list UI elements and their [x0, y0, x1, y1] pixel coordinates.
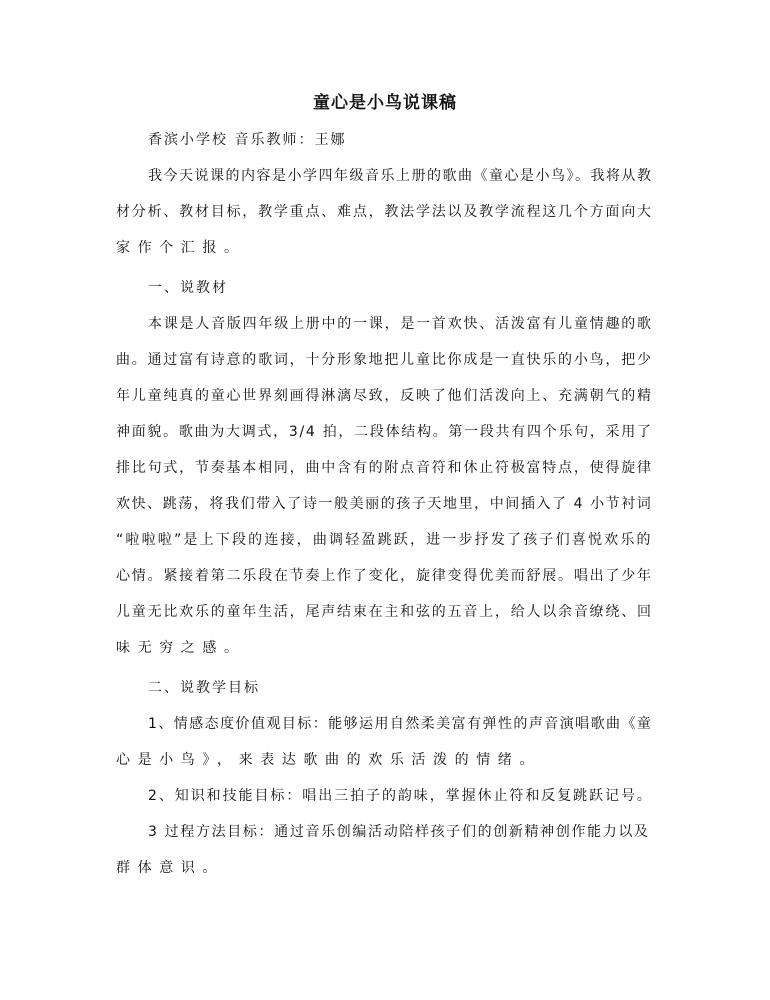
text-line: 我今天说课的内容是小学四年级音乐上册的歌曲《童心是小鸟》。我将从教: [148, 168, 653, 184]
text-line: 材分析、教材目标，教学重点、难点，教法学法以及教学流程这几个方面向大: [116, 204, 653, 220]
document-title: 童心是小鸟说课稿: [313, 93, 457, 113]
text-line: 心是小鸟》，来表达歌曲的欢乐活泼的情绪。: [116, 752, 541, 768]
text-line: 3 过程方法目标：通过音乐创编活动陪样孩子们的创新精神创作能力以及: [148, 824, 650, 840]
text-line: 心情。紧接着第二乐段在节奏上作了变化，旋律变得优美而舒展。唱出了少年: [116, 568, 653, 584]
text-line: 2、知识和技能目标：唱出三拍子的韵味，掌握休止符和反复跳跃记号。: [148, 788, 653, 804]
text-line: 味无穷之感。: [116, 640, 246, 656]
text-line: “啦啦啦”是上下段的连接，曲调轻盈跳跃，进一步抒发了孩子们喜悦欢乐的: [116, 532, 653, 548]
text-line: 年儿童纯真的童心世界刻画得淋漓尽致，反映了他们活泼向上、充满朝气的精: [116, 388, 653, 404]
text-line: 欢快、跳荡，将我们带入了诗一般美丽的孩子天地里，中间插入了 4 小节衬词: [116, 496, 653, 512]
section-heading: 二、说教学目标: [148, 680, 260, 696]
text-line: 本课是人音版四年级上册中的一课，是一首欢快、活泼富有儿童情趣的歌: [148, 316, 653, 332]
text-line: 儿童无比欢乐的童年生活，尾声结束在主和弦的五音上，给人以余音缭绕、回: [116, 604, 653, 620]
text-line: 神面貌。歌曲为大调式，3/4 拍，二段体结构。第一段共有四个乐句，采用了: [116, 424, 653, 440]
text-line: 群体意识。: [116, 860, 224, 876]
section-heading: 一、说教材: [148, 280, 228, 296]
text-line: 家作个汇报。: [116, 240, 246, 256]
text-line: 排比句式，节奏基本相同，曲中含有的附点音符和休止符极富特点，使得旋律: [116, 460, 653, 476]
author-line: 香滨小学校 音乐教师：王娜: [148, 132, 347, 148]
text-line: 1、情感态度价值观目标：能够运用自然柔美富有弹性的声音演唱歌曲《童: [148, 716, 653, 732]
text-line: 曲。通过富有诗意的歌词，十分形象地把儿童比你成是一直快乐的小鸟，把少: [116, 352, 653, 368]
